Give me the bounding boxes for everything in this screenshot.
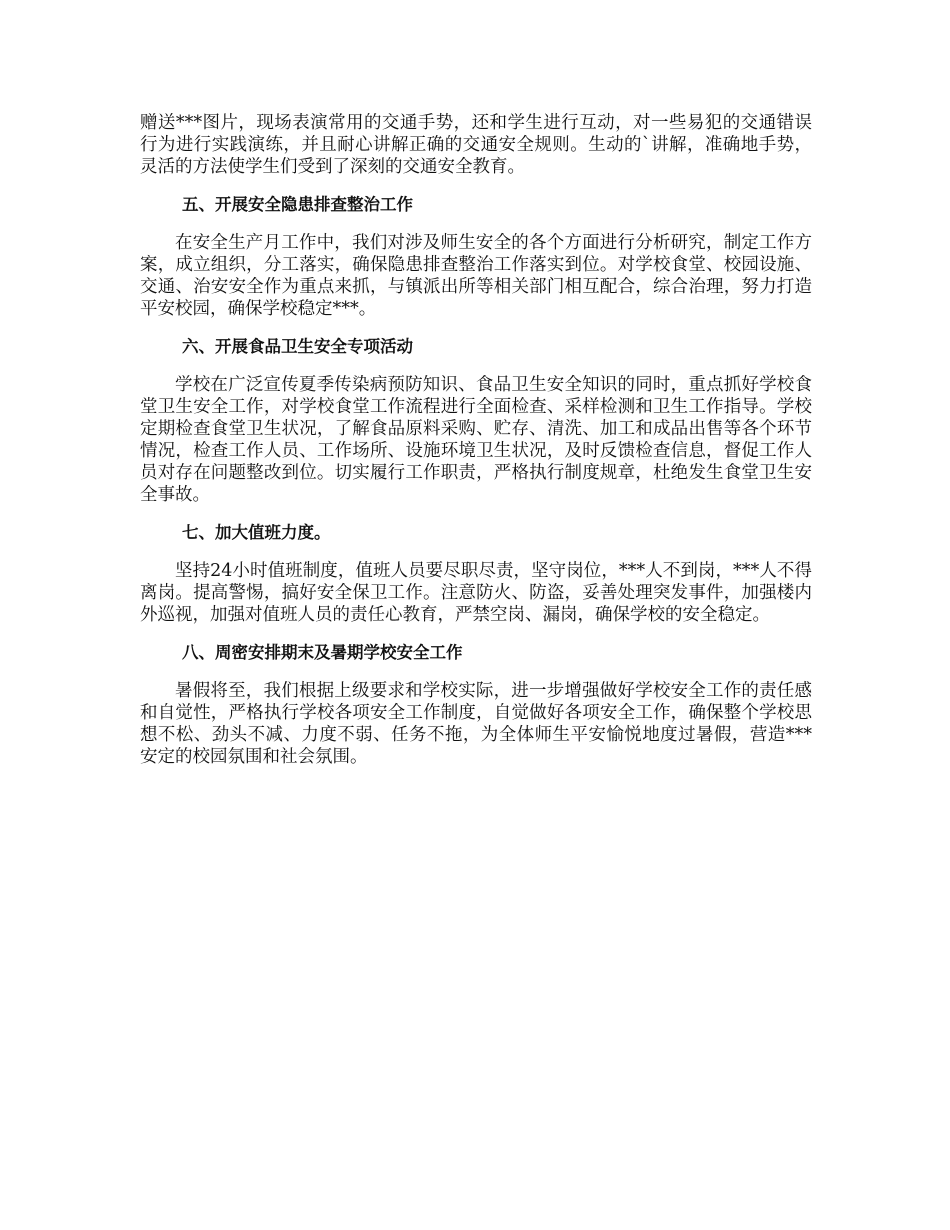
section-heading-7: 七、加大值班力度。 [182, 523, 331, 542]
section-heading-8: 八、周密安排期末及暑期学校安全工作 [182, 643, 463, 662]
section-body-7: 坚持24小时值班制度，值班人员要尽职尽责，坚守岗位，***人不到岗，***人不得离岗。提高警惕，搞好安全保卫工作。注意防火、防盗，妥善处理突发事件，加强楼内外巡视，加强对值班人员的责任心教育，严禁空岗、漏岗，确保学校的安全稳定。 [140, 561, 812, 625]
section-heading-5: 五、开展安全隐患排查整治工作 [182, 195, 413, 214]
intro-paragraph: 赠送***图片，现场表演常用的交通手势，还和学生进行互动，对一些易犯的交通错误行为进行实践演练，并且耐心讲解正确的交通安全规则。生动的`讲解，准确地手势，灵活的方法使学生们受到了深刻的交通安全教育。 [140, 113, 812, 177]
section-body-6: 学校在广泛宣传夏季传染病预防知识、食品卫生安全知识的同时，重点抓好学校食堂卫生安全工作，对学校食堂工作流程进行全面检查、采样检测和卫生工作指导。学校定期检查食堂卫生状况，了解食品原料采购、贮存、清洗、加工和成品出售等各个环节情况，检查工作人员、工作场所、设施环境卫生状况，及时反馈检查信息，督促工作人员对存在问题整改到位。切实履行工作职责，严格执行制度规章，杜绝发生食堂卫生安全事故。 [140, 375, 812, 505]
document-body [140, 112, 812, 768]
section-body-8: 暑假将至，我们根据上级要求和学校实际，进一步增强做好学校安全工作的责任感和自觉性，严格执行学校各项安全工作制度，自觉做好各项安全工作，确保整个学校思想不松、劲头不减、力度不弱、任务不拖，为全体师生平安愉悦地度过暑假，营造***安定的校园氛围和社会氛围。 [140, 681, 812, 767]
section-heading-6: 六、开展食品卫生安全专项活动 [182, 337, 413, 356]
section-body-5: 在安全生产月工作中，我们对涉及师生安全的各个方面进行分析研究，制定工作方案，成立组织，分工落实，确保隐患排查整治工作落实到位。对学校食堂、校园设施、交通、治安安全作为重点来抓，与镇派出所等相关部门相互配合，综合治理，努力打造平安校园，确保学校稳定***。 [140, 233, 812, 319]
